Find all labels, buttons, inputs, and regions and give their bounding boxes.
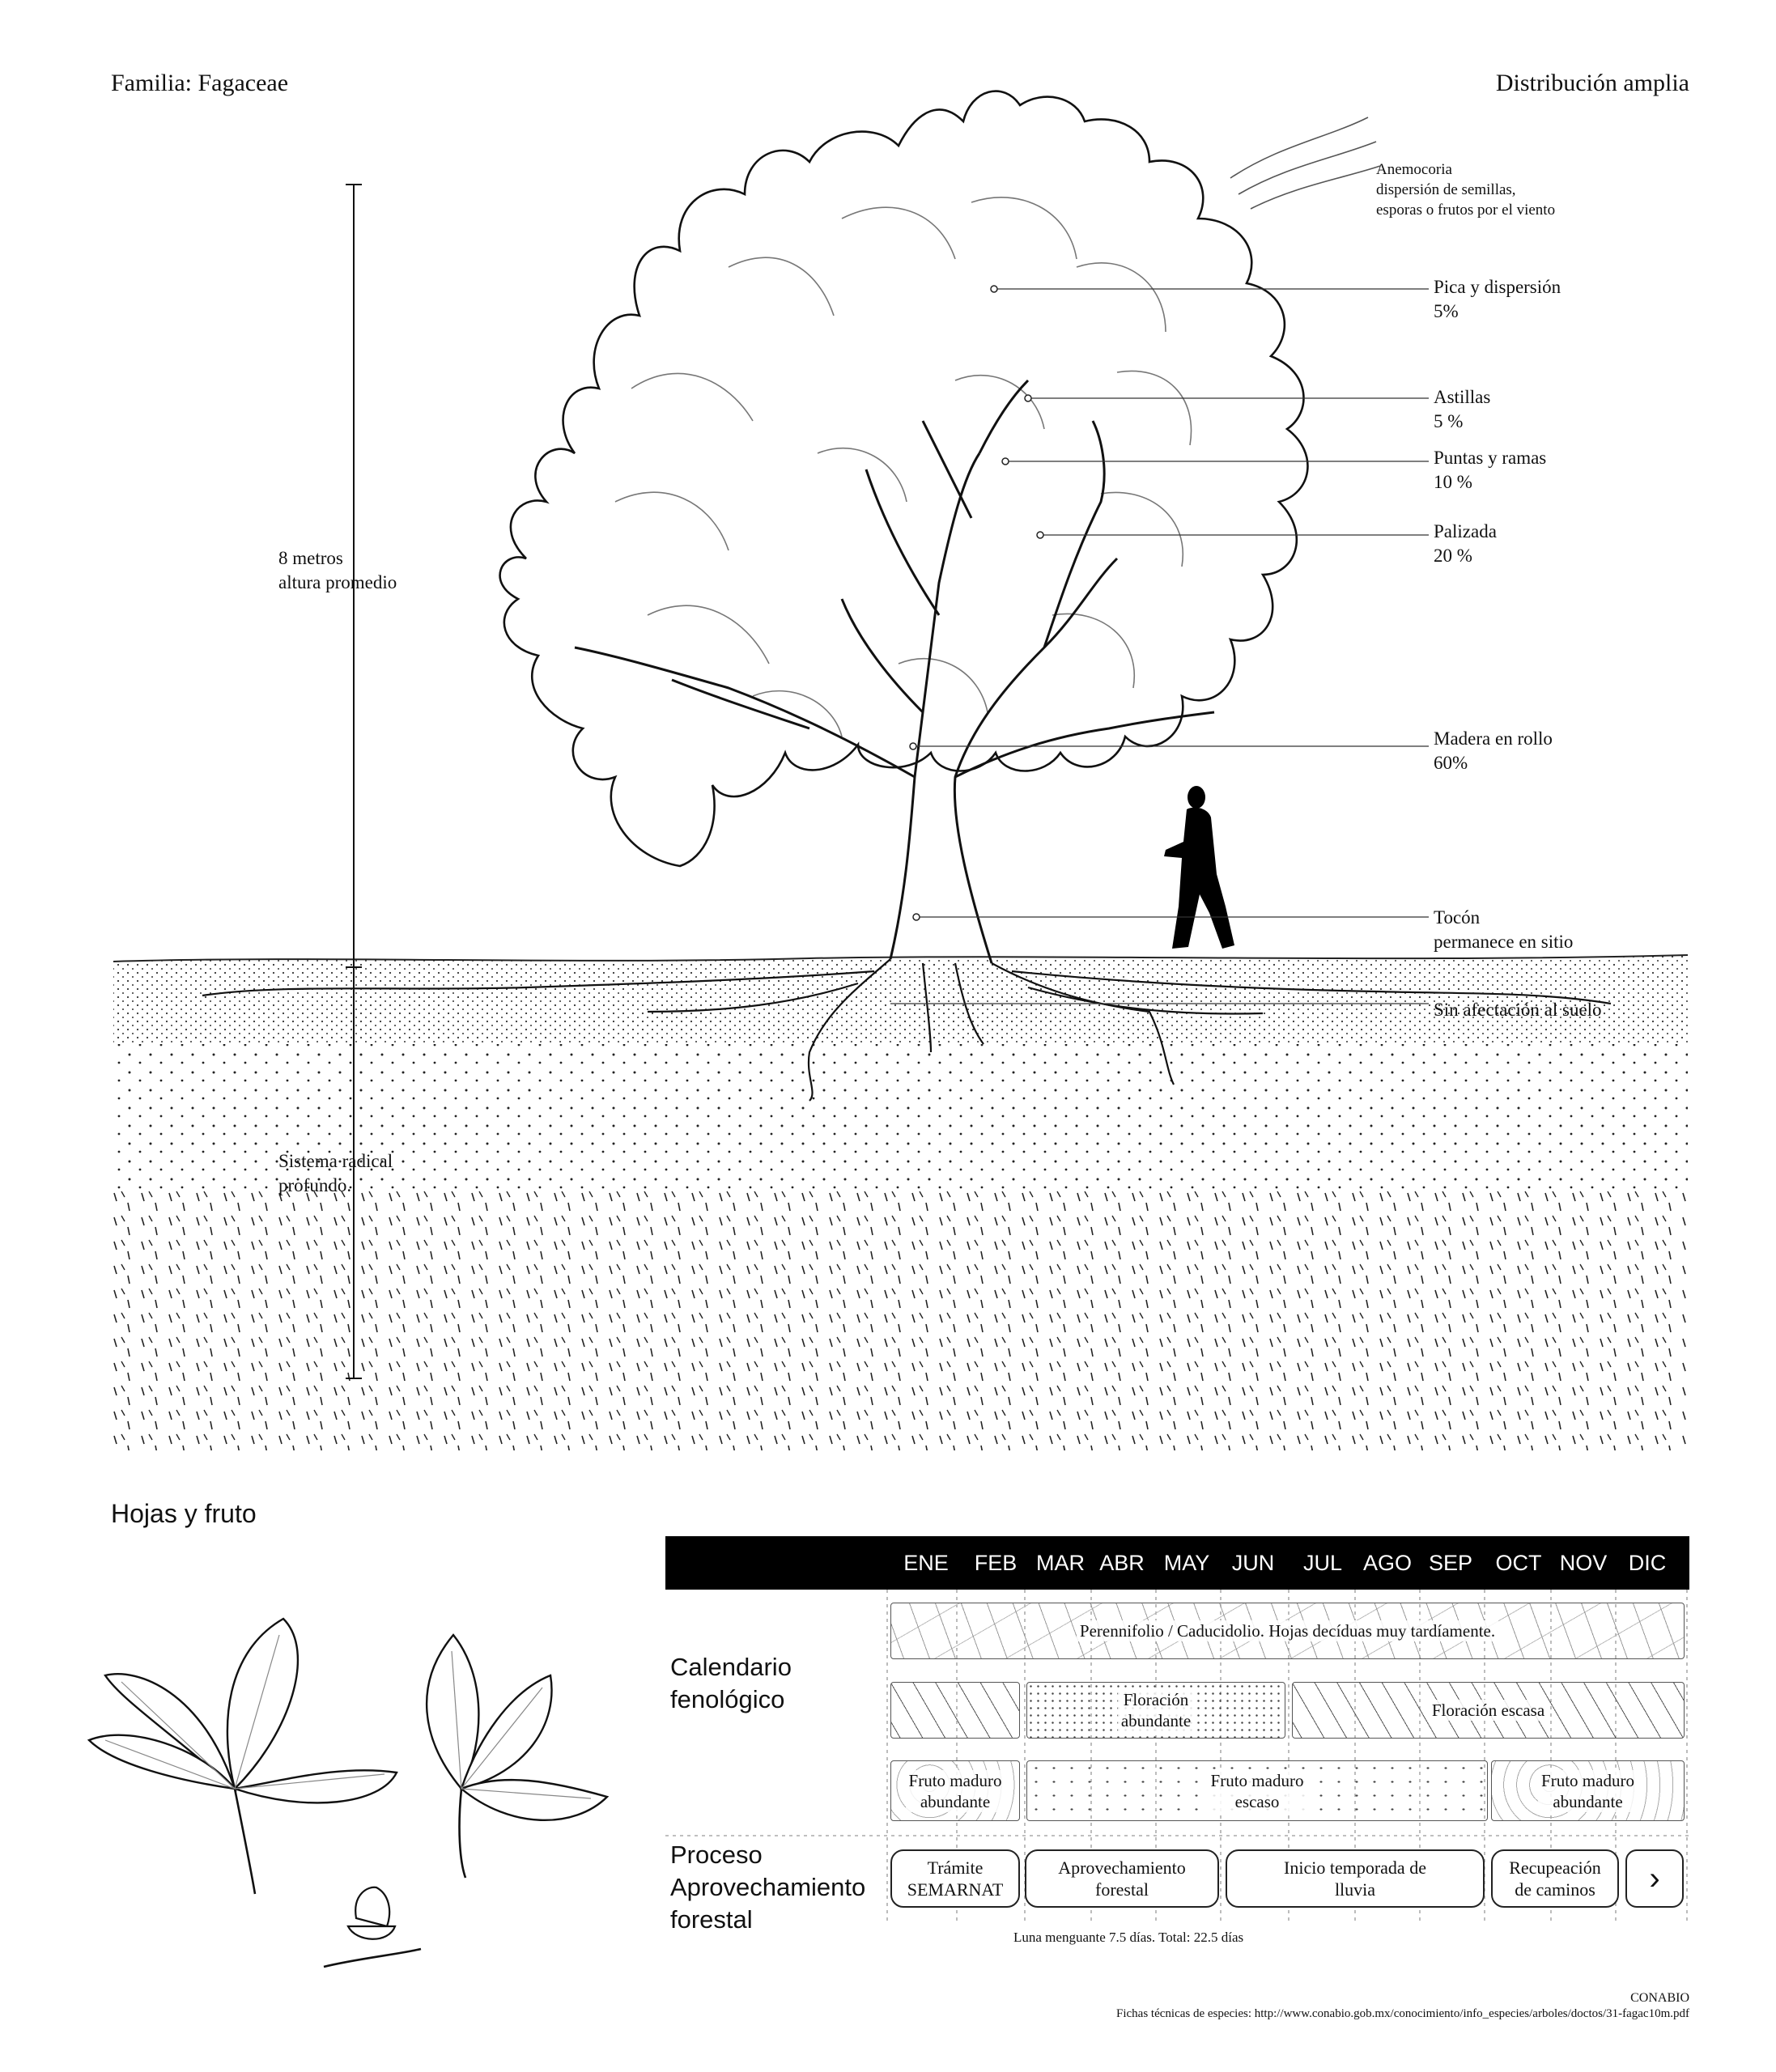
month-sep: SEP [1428, 1551, 1473, 1575]
month-jun: JUN [1231, 1551, 1275, 1575]
foliage-text: Perennifolio / Caducidolio. Hojas decíduas muy tardíamente. [1077, 1620, 1498, 1641]
process-next-arrow-icon: › [1625, 1849, 1684, 1908]
palizada-label: Palizada [1434, 521, 1497, 541]
anemocoria-line3: esporas o frutos por el viento [1376, 202, 1556, 219]
foliage-bar [890, 1603, 1685, 1659]
flowering-abundant-line2: abundante [1120, 1711, 1192, 1730]
tramite-line2: SEMARNAT [907, 1879, 1004, 1900]
lluvia-line2: lluvia [1334, 1879, 1376, 1900]
leaves-section-title: Hojas y fruto [111, 1499, 257, 1528]
tocon-note: permanece en sitio [1434, 932, 1574, 952]
leaf-left-3 [227, 1619, 298, 1789]
distribution-label: Distribución amplia [1495, 70, 1689, 96]
fruit-scarce-bar [1026, 1760, 1488, 1821]
acorn [348, 1887, 395, 1939]
callout-puntas [1434, 446, 1546, 495]
caminos-line1: Recupeación [1509, 1858, 1601, 1878]
root-label-line1: Sistema radical [278, 1151, 393, 1171]
proceso-line2: Aprovechamiento [670, 1873, 866, 1901]
madera-value: 60% [1434, 753, 1468, 773]
fruit-abundant-bar-1 [890, 1760, 1020, 1821]
fruit-scarce-line1: Fruto maduro [1210, 1770, 1304, 1790]
root-depth-label [278, 1149, 393, 1198]
month-jul: JUL [1302, 1551, 1343, 1575]
flowering-abundant-bar [1026, 1682, 1285, 1739]
fruit-abundant-bar-2 [1491, 1760, 1685, 1821]
lluvia-line1: Inicio temporada de [1284, 1858, 1426, 1878]
tree-canopy [500, 91, 1308, 866]
month-ene: ENE [903, 1551, 949, 1575]
puntas-value: 10 % [1434, 472, 1472, 492]
flowering-scarce-text: Floración escasa [1429, 1700, 1548, 1721]
month-may: MAY [1163, 1551, 1210, 1575]
height-label [278, 546, 397, 595]
month-ago: AGO [1362, 1551, 1413, 1575]
source-reference: Fichas técnicas de especies: http://www.conabio.gob.mx/conocimiento/info_especies/arboles/doctos/31-fagac10m.pdf [1116, 2007, 1689, 2020]
height-label-line1: 8 metros [278, 548, 343, 568]
source-org: CONABIO [1630, 1991, 1689, 2005]
flowering-scarce-jan-feb [890, 1682, 1020, 1739]
fruit-scarce-line2: escaso [1234, 1791, 1280, 1811]
fruit-abundant-1-line2: abundante [920, 1791, 991, 1811]
tramite-line1: Trámite [927, 1858, 984, 1878]
tocon-label: Tocón [1434, 907, 1481, 928]
callout-palizada [1434, 520, 1497, 568]
month-dic: DIC [1628, 1551, 1667, 1575]
callout-pica [1434, 275, 1561, 324]
fenologico-line1: Calendario [670, 1653, 792, 1681]
flowering-scarce-bar [1292, 1682, 1685, 1739]
stem-right [460, 1789, 465, 1878]
acorn-branch [324, 1949, 421, 1967]
fruit-abundant-2-line2: abundante [1553, 1791, 1623, 1811]
month-nov: NOV [1559, 1551, 1608, 1575]
astillas-label: Astillas [1434, 387, 1491, 407]
calendar-fenologico-label [670, 1651, 792, 1716]
calendar-month-header [665, 1536, 1689, 1590]
process-lluvia [1226, 1849, 1485, 1908]
aprovechamiento-line2: forestal [1095, 1879, 1149, 1900]
month-feb: FEB [974, 1551, 1018, 1575]
process-tramite [890, 1849, 1020, 1908]
anemocoria-title: Anemocoria [1376, 161, 1452, 178]
wind-lines [1230, 117, 1380, 209]
proceso-line3: forestal [670, 1905, 753, 1934]
root-label-line2: profundo. [278, 1175, 352, 1195]
proceso-line1: Proceso [670, 1841, 763, 1869]
callout-madera [1434, 727, 1553, 775]
tree-trunk-branches [575, 380, 1214, 963]
fruit-abundant-2-line1: Fruto maduro [1541, 1770, 1634, 1790]
month-oct: OCT [1495, 1551, 1542, 1575]
process-aprovechamiento [1025, 1849, 1219, 1908]
fruit-abundant-1-line1: Fruto maduro [908, 1770, 1002, 1790]
callout-tocon [1434, 906, 1573, 954]
madera-label: Madera en rollo [1434, 728, 1553, 749]
month-abr: ABR [1099, 1551, 1145, 1575]
leaf-right-3 [461, 1780, 607, 1820]
callout-suelo [1434, 998, 1602, 1022]
calendar-proceso-label [670, 1839, 865, 1936]
height-label-line2: altura promedio [278, 572, 397, 592]
soil-layers [113, 955, 1688, 1450]
process-caminos [1491, 1849, 1619, 1908]
pica-label: Pica y dispersión [1434, 277, 1561, 297]
family-label: Familia: Fagaceae [111, 70, 289, 96]
month-mar: MAR [1036, 1551, 1085, 1575]
puntas-label: Puntas y ramas [1434, 448, 1547, 468]
palizada-value: 20 % [1434, 546, 1472, 566]
callout-astillas [1434, 385, 1490, 434]
pica-value: 5% [1434, 301, 1459, 321]
person-silhouette [1164, 786, 1234, 949]
stem-left [235, 1789, 255, 1894]
caminos-line2: de caminos [1515, 1879, 1595, 1900]
luna-note: Luna menguante 7.5 días. Total: 22.5 días [1013, 1930, 1244, 1945]
fenologico-line2: fenológico [670, 1685, 785, 1713]
flowering-abundant-line1: Floración [1123, 1690, 1189, 1709]
callout-anemocoria [1376, 159, 1555, 220]
suelo-label: Sin afectación al suelo [1434, 1000, 1602, 1020]
aprovechamiento-line1: Aprovechamiento [1058, 1858, 1186, 1878]
anemocoria-line2: dispersión de semillas, [1376, 181, 1516, 198]
astillas-value: 5 % [1434, 411, 1464, 431]
leaves-illustration [73, 1586, 639, 1975]
